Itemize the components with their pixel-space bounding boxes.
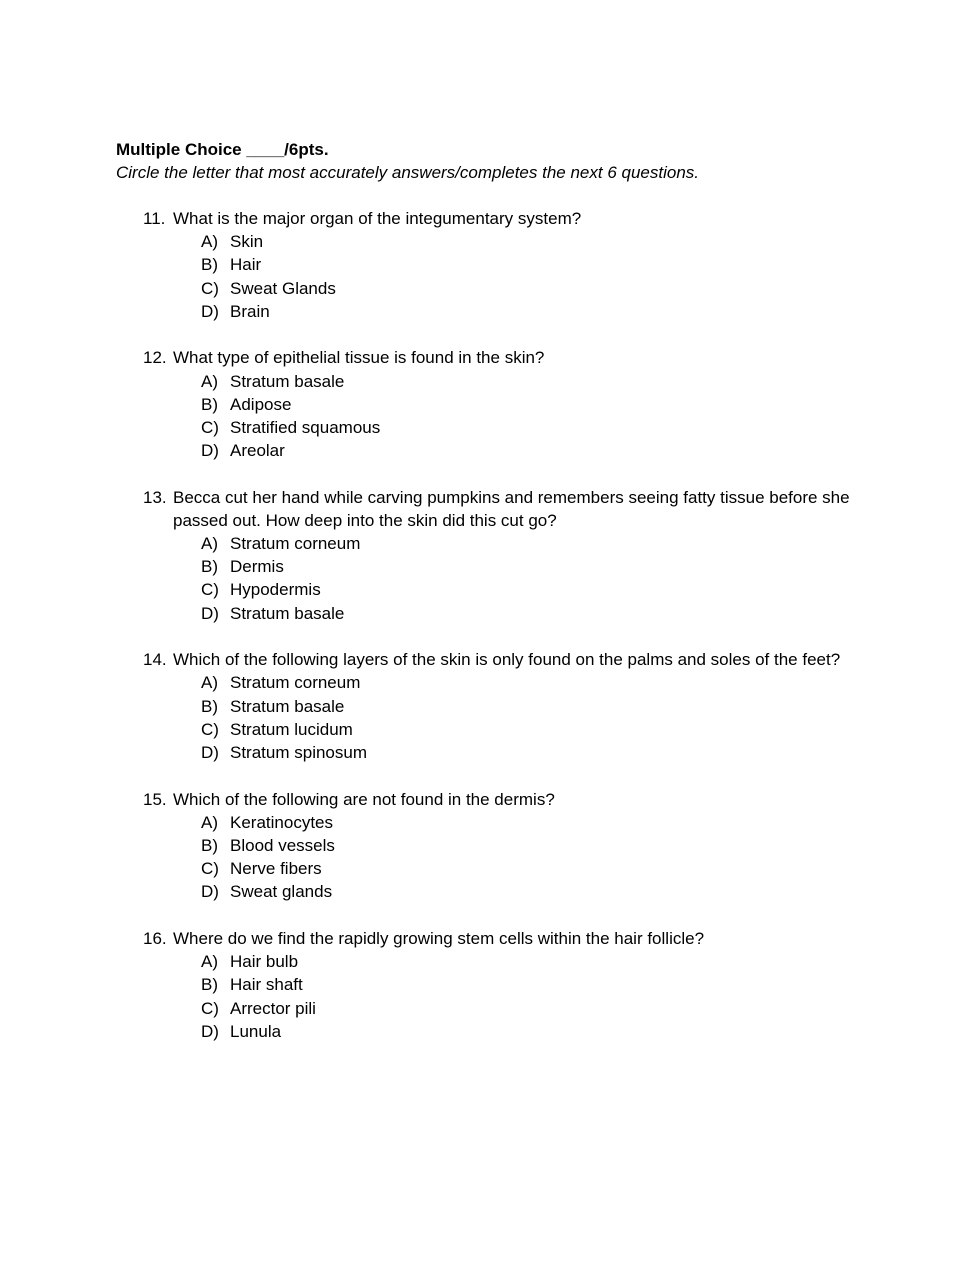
question-13 xyxy=(143,486,903,625)
question-stem xyxy=(143,346,903,369)
question-number: 12. xyxy=(143,348,167,368)
option-text: Adipose xyxy=(230,394,292,414)
option-letter: A) xyxy=(201,812,218,832)
question-text: What is the major organ of the integumentary system? xyxy=(173,209,582,228)
question-text: What type of epithelial tissue is found in the skin? xyxy=(173,348,545,368)
option-text: Keratinocytes xyxy=(230,812,333,832)
option-text: Areolar xyxy=(230,441,285,461)
answer-option-a[interactable] xyxy=(201,230,903,253)
option-text: Nerve fibers xyxy=(230,859,322,879)
option-text: Hypodermis xyxy=(230,580,321,600)
answer-option-b[interactable] xyxy=(201,834,903,857)
option-letter: D) xyxy=(201,441,219,461)
option-text: Sweat glands xyxy=(230,882,333,902)
answer-option-b[interactable] xyxy=(201,393,903,416)
question-number: 14. xyxy=(143,650,167,670)
option-letter: D) xyxy=(201,1021,219,1041)
question-stem xyxy=(143,648,903,671)
answer-option-c[interactable] xyxy=(201,578,903,601)
answer-option-a[interactable] xyxy=(201,811,903,834)
option-letter: C) xyxy=(201,580,219,600)
answer-option-c[interactable] xyxy=(201,277,903,300)
question-14 xyxy=(143,648,903,764)
option-letter: D) xyxy=(201,301,219,321)
question-11 xyxy=(143,207,903,323)
option-text: Lunula xyxy=(230,1021,282,1041)
answer-option-d[interactable] xyxy=(201,439,903,462)
option-letter: B) xyxy=(201,696,218,716)
answer-options xyxy=(201,370,903,463)
option-letter: C) xyxy=(201,278,219,298)
question-number: 13. xyxy=(143,487,167,507)
option-text: Blood vessels xyxy=(230,835,335,855)
option-text: Sweat Glands xyxy=(230,278,336,298)
question-stem xyxy=(143,486,903,532)
answer-option-d[interactable] xyxy=(201,880,903,903)
answer-option-a[interactable] xyxy=(201,671,903,694)
option-text: Brain xyxy=(230,301,270,321)
question-stem xyxy=(143,207,903,230)
answer-option-c[interactable] xyxy=(201,857,903,880)
question-list xyxy=(143,207,903,1066)
answer-options xyxy=(201,811,903,904)
option-text: Stratum corneum xyxy=(230,673,361,693)
answer-options xyxy=(201,950,903,1043)
option-letter: B) xyxy=(201,255,218,275)
option-letter: A) xyxy=(201,952,218,972)
option-text: Stratum basale xyxy=(230,603,345,623)
question-number: 16. xyxy=(143,928,167,948)
question-stem xyxy=(143,788,903,811)
option-letter: B) xyxy=(201,394,218,414)
option-text: Hair bulb xyxy=(230,952,299,972)
question-text: Which of the following layers of the skin is only found on the palms and soles of the feet? xyxy=(173,650,841,670)
answer-option-c[interactable] xyxy=(201,997,903,1020)
answer-option-b[interactable] xyxy=(201,253,903,276)
answer-option-a[interactable] xyxy=(201,370,903,393)
option-letter: C) xyxy=(201,859,219,879)
answer-option-d[interactable] xyxy=(201,1020,903,1043)
option-text: Stratum basale xyxy=(230,696,345,716)
option-text: Stratum lucidum xyxy=(230,719,353,739)
question-15 xyxy=(143,788,903,904)
answer-options xyxy=(201,671,903,764)
question-text: Where do we find the rapidly growing stem cells within the hair follicle? xyxy=(173,928,705,948)
answer-options xyxy=(201,230,903,323)
option-letter: D) xyxy=(201,882,219,902)
option-text: Arrector pili xyxy=(230,998,316,1018)
question-text: Which of the following are not found in the dermis? xyxy=(173,789,555,809)
option-letter: C) xyxy=(201,417,219,437)
answer-option-a[interactable] xyxy=(201,532,903,555)
option-letter: A) xyxy=(201,534,218,554)
option-text: Stratum spinosum xyxy=(230,743,367,762)
question-text: Becca cut her hand while carving pumpkins and remembers seeing fatty tissue before she passed out. How deep into the skin did this cut go? xyxy=(173,487,850,530)
option-text: Hair shaft xyxy=(230,975,303,995)
question-16 xyxy=(143,927,903,1043)
option-letter: B) xyxy=(201,835,218,855)
section-instructions: Circle the letter that most accurately answers/completes the next 6 questions. xyxy=(116,163,699,183)
question-number: 11. xyxy=(143,209,166,228)
section-header xyxy=(116,138,896,184)
answer-option-d[interactable] xyxy=(201,602,903,625)
answer-option-c[interactable] xyxy=(201,718,903,741)
option-text: Hair xyxy=(230,255,262,275)
answer-option-c[interactable] xyxy=(201,416,903,439)
option-letter: C) xyxy=(201,998,219,1018)
section-title: Multiple Choice ____/6pts. xyxy=(116,140,329,159)
option-letter: A) xyxy=(201,232,218,252)
option-text: Stratum basale xyxy=(230,371,345,391)
answer-option-b[interactable] xyxy=(201,973,903,996)
answer-options xyxy=(201,532,903,625)
option-text: Skin xyxy=(230,232,264,252)
answer-option-b[interactable] xyxy=(201,555,903,578)
option-letter: C) xyxy=(201,719,219,739)
answer-option-d[interactable] xyxy=(201,741,903,764)
option-letter: B) xyxy=(201,557,218,577)
answer-option-b[interactable] xyxy=(201,695,903,718)
option-text: Dermis xyxy=(230,557,284,577)
question-stem xyxy=(143,927,903,950)
option-letter: A) xyxy=(201,371,218,391)
option-letter: B) xyxy=(201,975,218,995)
question-12 xyxy=(143,346,903,462)
option-letter: D) xyxy=(201,603,219,623)
option-text: Stratified squamous xyxy=(230,417,381,437)
option-letter: D) xyxy=(201,743,219,762)
answer-option-a[interactable] xyxy=(201,950,903,973)
option-text: Stratum corneum xyxy=(230,534,361,554)
answer-option-d[interactable] xyxy=(201,300,903,323)
option-letter: A) xyxy=(201,673,218,693)
question-number: 15. xyxy=(143,789,167,809)
